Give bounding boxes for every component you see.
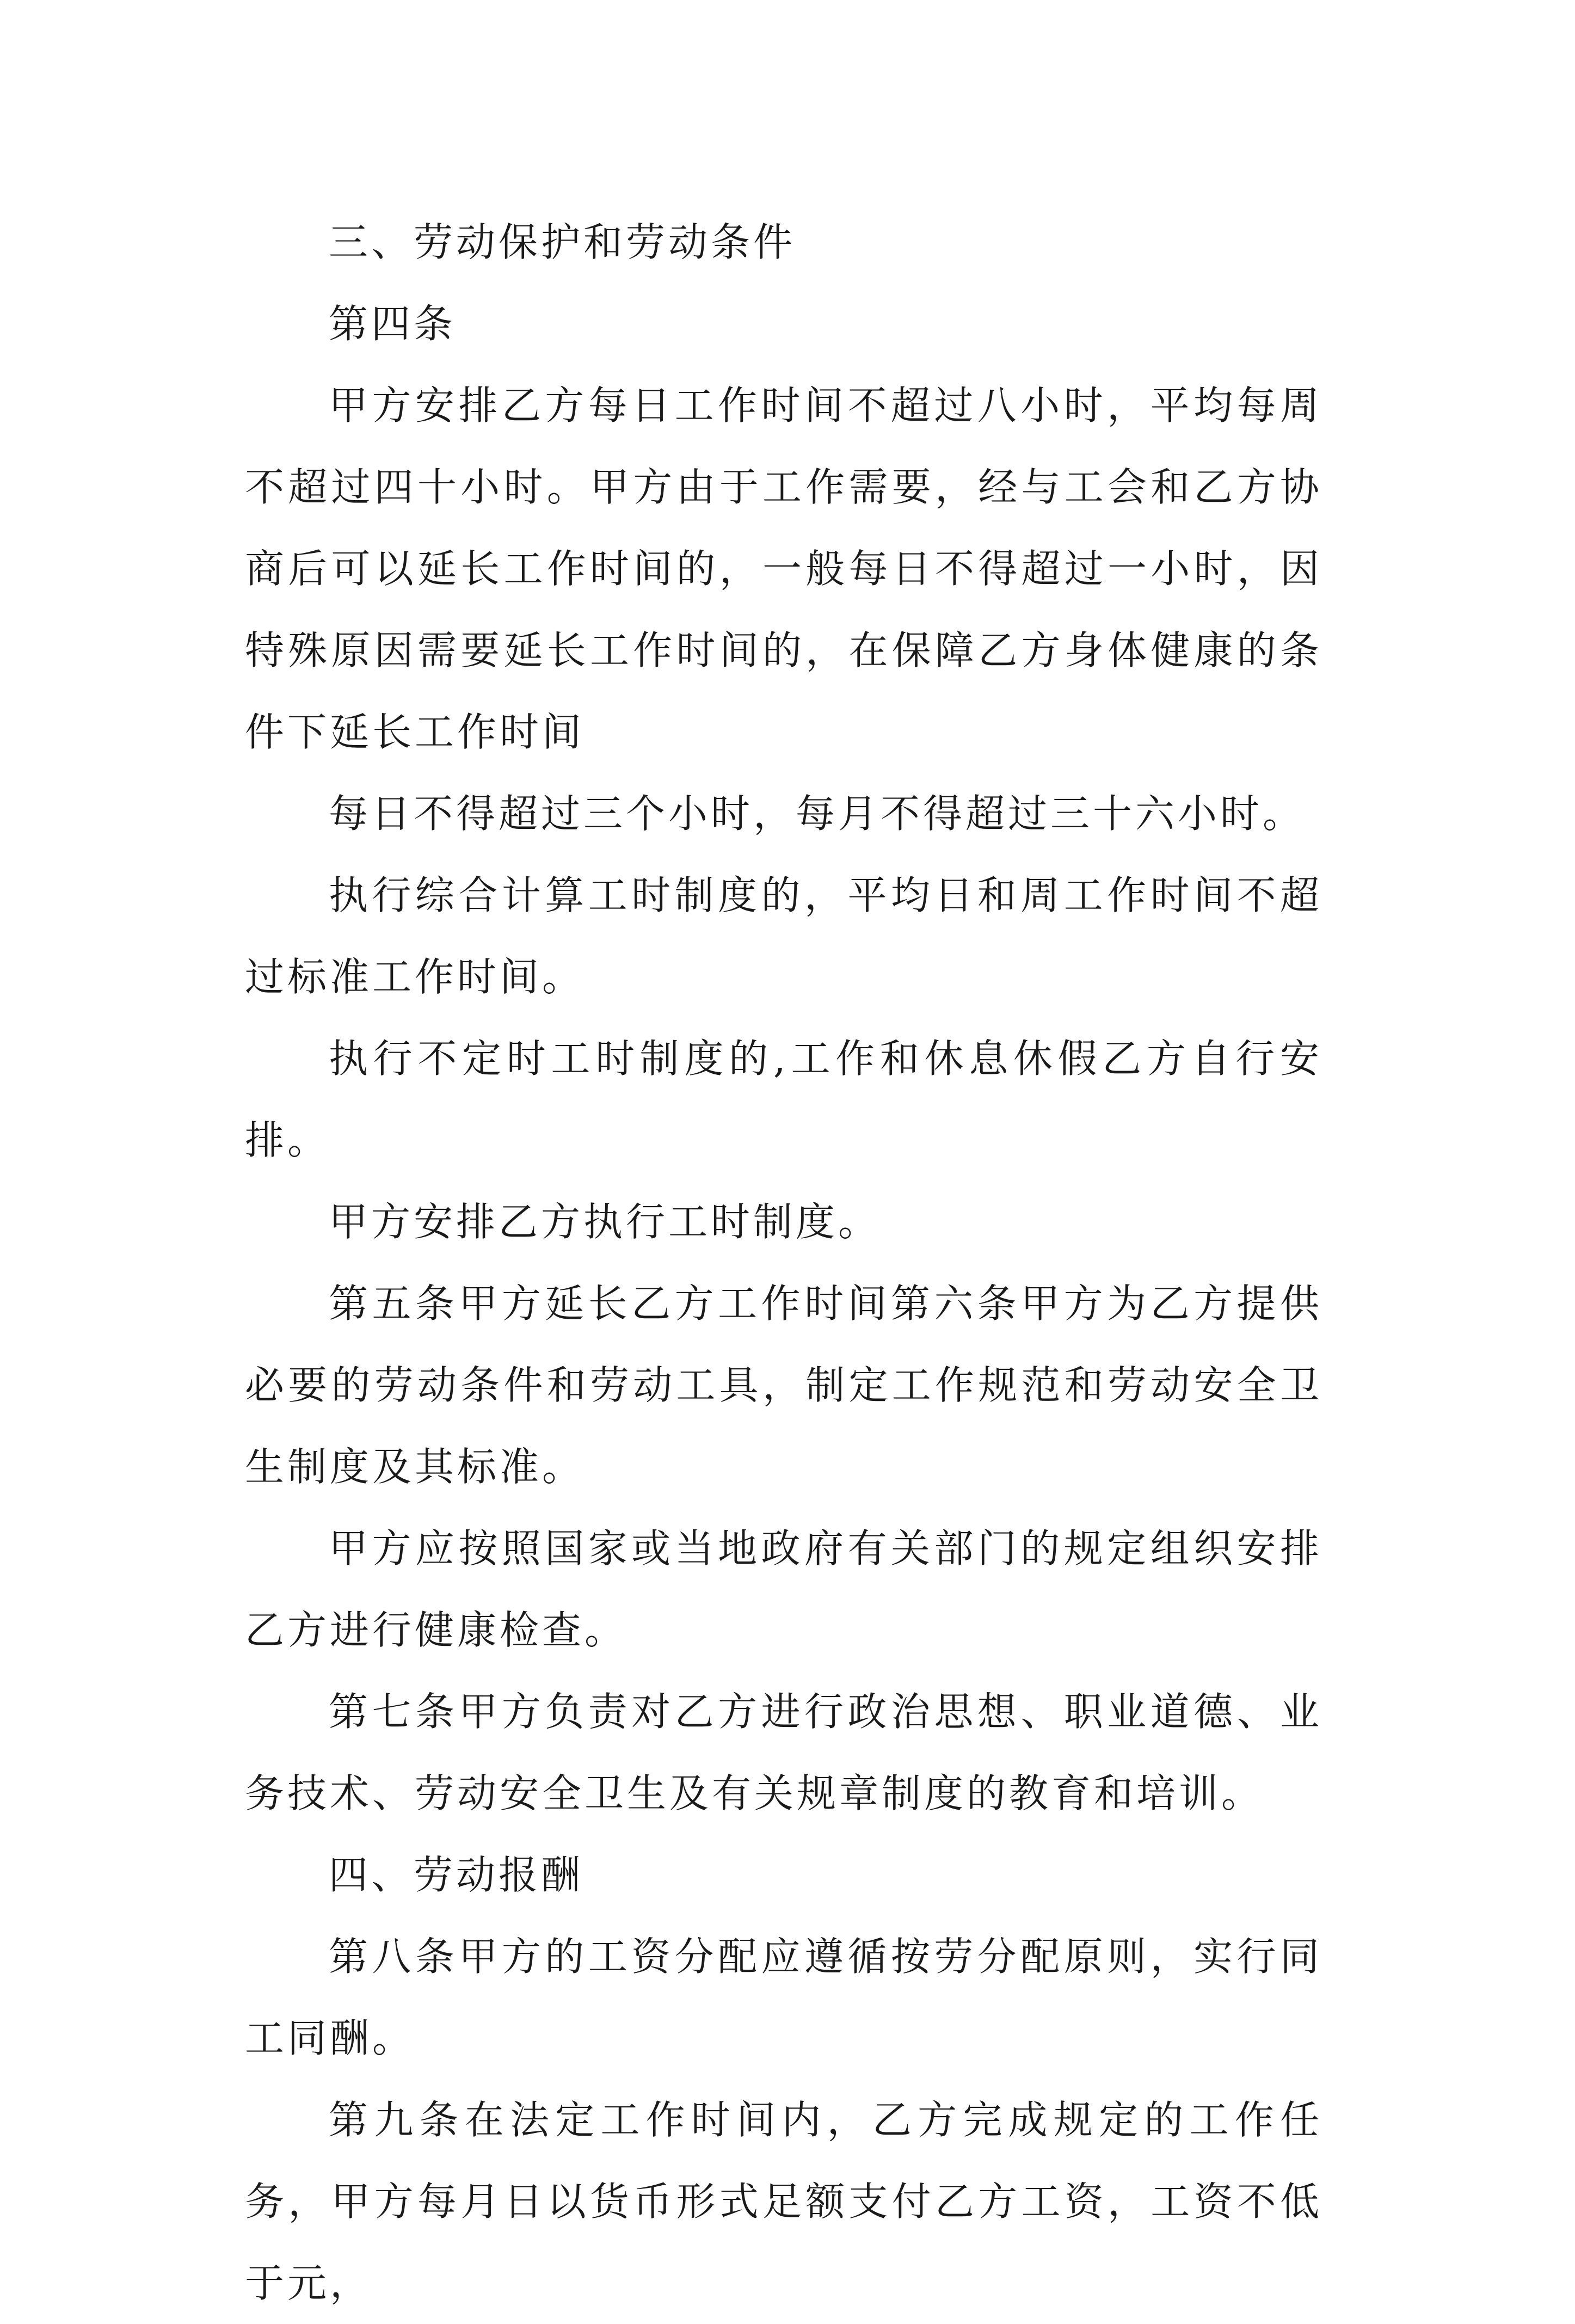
paragraph-hours-system: 甲方安排乙方执行工时制度。 [329,1199,881,1245]
paragraph-article-5-6: 第五条甲方延长乙方工作时间第六条甲方为乙方提供必要的劳动条件和劳动工具，制定工作规范和劳动安全卫生制度及其标准。 [245,1281,1322,1490]
paragraph-article-8: 第八条甲方的工资分配应遵循按劳分配原则，实行同工同酬。 [245,1934,1322,2061]
paragraph-article-7: 第七条甲方负责对乙方进行政治思想、职业道德、业务技术、劳动安全卫生及有关规章制度的教育和培训。 [245,1689,1322,1816]
paragraph-health-check: 甲方应按照国家或当地政府有关部门的规定组织安排乙方进行健康检查。 [245,1526,1322,1653]
section-heading-remuneration: 四、劳动报酬 [329,1852,584,1898]
paragraph-flexible-hours: 执行不定时工时制度的,工作和休息休假乙方自行安排。 [245,1036,1322,1163]
document-body [245,201,1322,2324]
paragraph-article-9: 第九条在法定工作时间内，乙方完成规定的工作任务，甲方每月日以货币形式足额支付乙方工资，工资不低于元， [245,2097,1322,2306]
paragraph-overtime-limit: 每日不得超过三个小时，每月不得超过三十六小时。 [329,791,1306,837]
section-heading-labor-protection: 三、劳动保护和劳动条件 [329,219,796,265]
paragraph-comprehensive-hours: 执行综合计算工时制度的，平均日和周工作时间不超过标准工作时间。 [245,872,1322,1000]
paragraph-working-hours: 甲方安排乙方每日工作时间不超过八小时，平均每周不超过四十小时。甲方由于工作需要，经与工会和乙方协商后可以延长工作时间的，一般每日不得超过一小时，因特殊原因需要延长工作时间的，在保障乙方身体健康的条件下延长工作时间 [245,383,1322,755]
article-4-heading: 第四条 [329,301,457,347]
